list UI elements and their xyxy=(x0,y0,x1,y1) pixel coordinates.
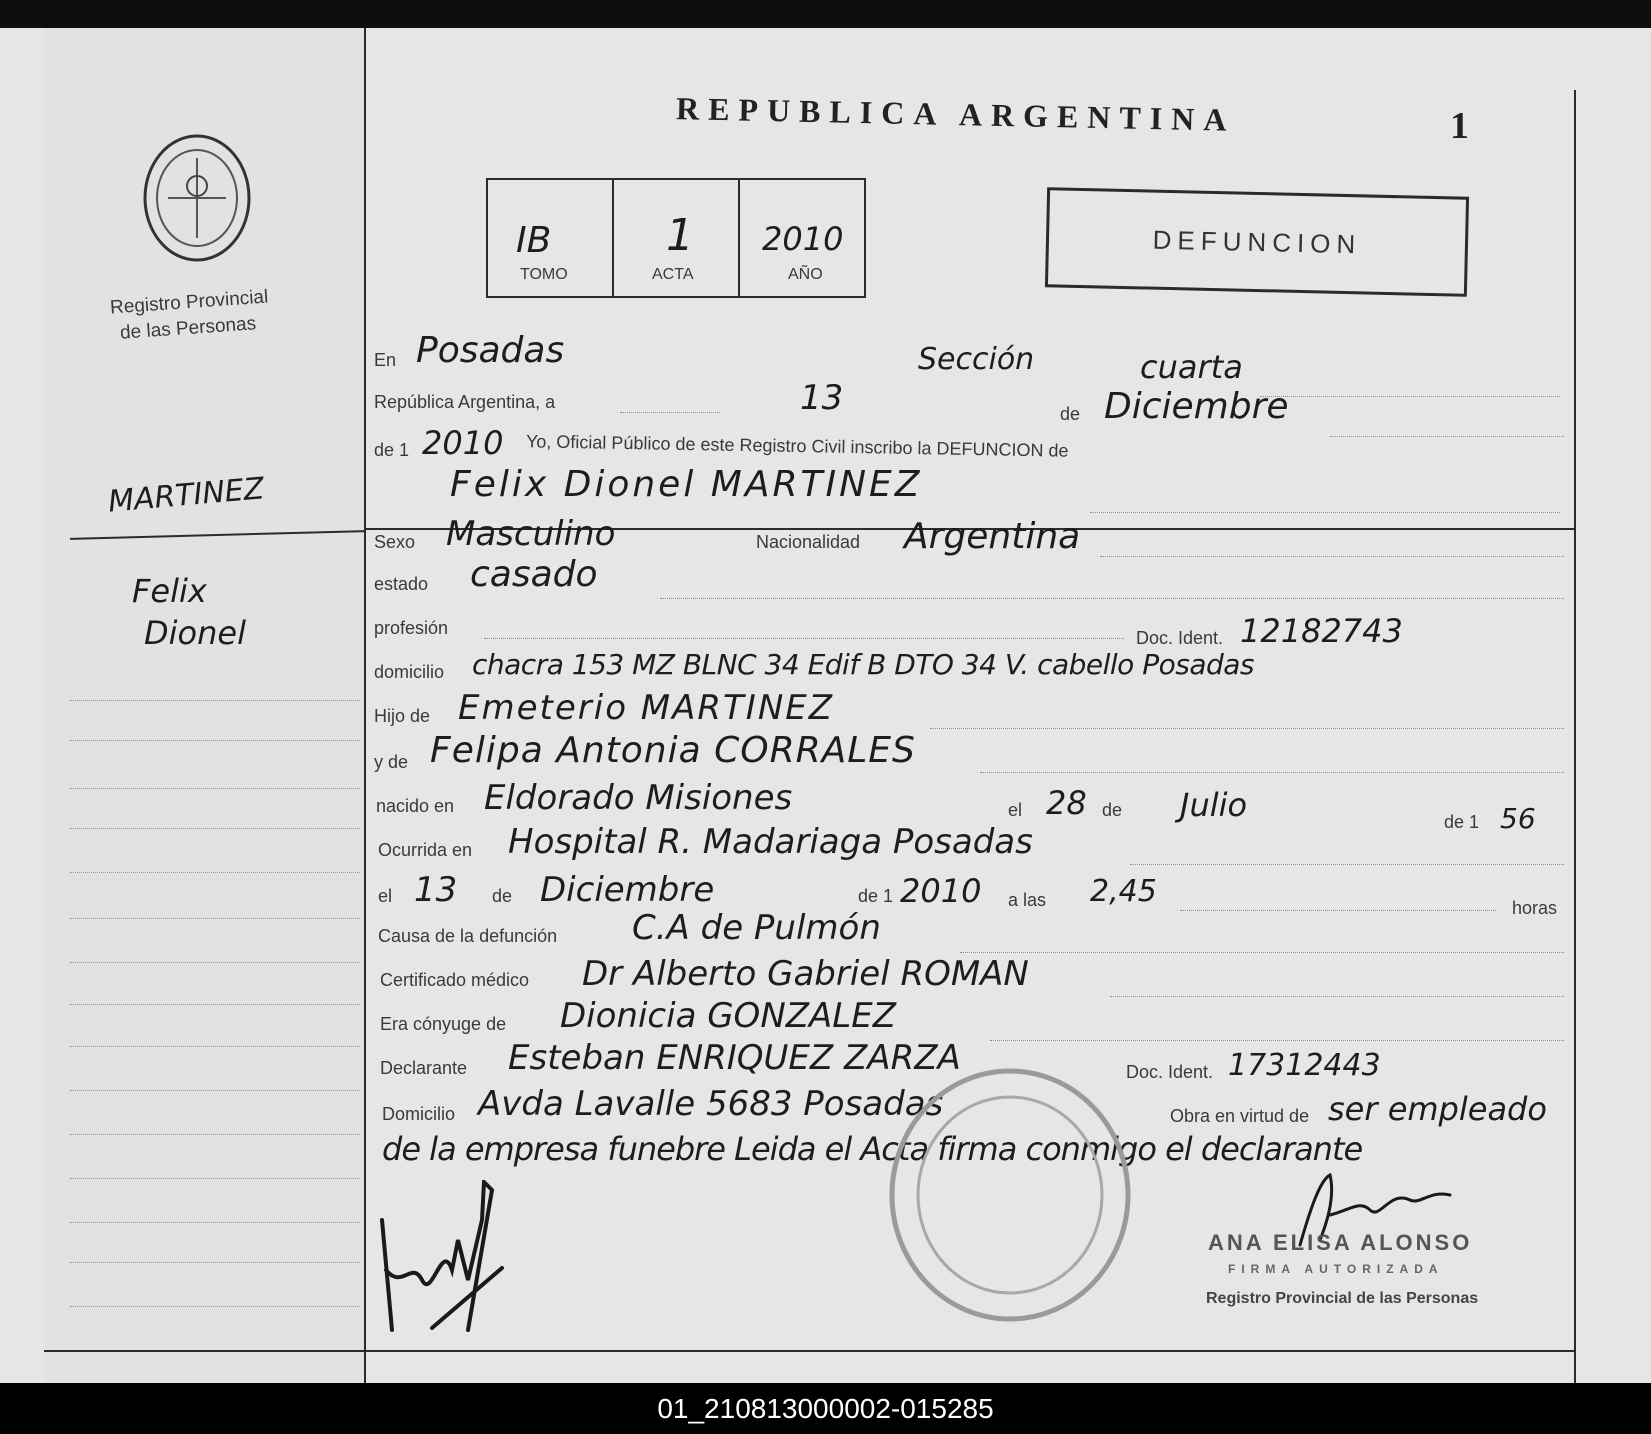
dotted-line xyxy=(980,772,1564,773)
label-el: el xyxy=(1008,800,1023,820)
official-stamp-icon xyxy=(880,1060,1140,1330)
value-declarante: Esteban ENRIQUEZ ZARZA xyxy=(508,1038,961,1078)
margin-line xyxy=(70,918,360,919)
margin-line xyxy=(70,1178,360,1179)
margin-line xyxy=(70,1004,360,1005)
acta-cell xyxy=(614,180,740,296)
label-hijo-de: Hijo de xyxy=(374,706,431,726)
value-anio: 2010 xyxy=(422,424,504,462)
value-medico: Dr Alberto Gabriel ROMAN xyxy=(582,954,1029,994)
label-de: de xyxy=(492,886,513,906)
dotted-line xyxy=(1180,910,1496,911)
margin-line xyxy=(70,1222,360,1223)
value-hora: 2,45 xyxy=(1090,874,1157,909)
file-id-bar: 01_210813000002-015285 xyxy=(0,1383,1651,1434)
label-y-de: y de xyxy=(374,752,409,772)
anio-value: 2010 xyxy=(762,220,844,258)
value-observacion: de la empresa funebre Leida el Acta firma conmigo el declarante xyxy=(382,1130,1363,1168)
anio-cell xyxy=(740,180,864,296)
official-name: ANA ELISA ALONSO xyxy=(1208,1230,1473,1255)
form-right-border xyxy=(1574,90,1576,1383)
value-def-anio: 2010 xyxy=(900,872,982,910)
dotted-line xyxy=(960,952,1564,953)
label-certificado: Certificado médico xyxy=(380,970,530,990)
label-seccion: Sección xyxy=(918,342,1035,377)
value-obra: ser empleado xyxy=(1328,1090,1547,1128)
value-nacido-en: Eldorado Misiones xyxy=(484,778,793,818)
margin-line xyxy=(70,872,360,873)
value-conyuge: Dionicia GONZALEZ xyxy=(560,996,897,1036)
margin-surname: MARTINEZ xyxy=(106,471,266,520)
label-yo: Yo, Oficial Público de este Registro Civil inscribo la DEFUNCION de xyxy=(525,431,1069,461)
dotted-line xyxy=(1100,556,1564,557)
coat-of-arms-icon xyxy=(138,128,256,268)
dotted-line xyxy=(1090,512,1560,513)
label-domicilio: domicilio xyxy=(374,662,445,682)
margin-line xyxy=(70,1262,360,1263)
value-dia: 13 xyxy=(800,378,844,418)
value-decl-domicilio: Avda Lavalle 5683 Posadas xyxy=(478,1084,944,1124)
tomo-label: TOMO xyxy=(520,266,568,283)
value-ocurrida-en: Hospital R. Madariaga Posadas xyxy=(508,822,1033,862)
dotted-line xyxy=(1330,436,1564,437)
label-decl-doc: Doc. Ident. xyxy=(1126,1062,1214,1082)
dotted-line xyxy=(620,412,720,413)
doc-type-label: DEFUNCION xyxy=(1152,224,1362,259)
value-def-dia: 13 xyxy=(414,870,458,910)
margin-line xyxy=(70,740,360,741)
dotted-line xyxy=(1110,996,1564,997)
value-sexo: Masculino xyxy=(446,514,616,554)
margin-line xyxy=(70,1306,360,1307)
tomo-cell xyxy=(488,180,614,296)
label-domicilio-2: Domicilio xyxy=(382,1104,456,1124)
office-line-1: Registro Provincial xyxy=(109,286,269,319)
dotted-line xyxy=(1130,864,1564,865)
margin-line xyxy=(70,828,360,829)
value-nac-dia: 28 xyxy=(1046,784,1087,822)
dotted-line xyxy=(1260,396,1560,397)
label-republica: República Argentina, a xyxy=(374,392,556,412)
label-el: el xyxy=(378,886,393,906)
doc-type-box xyxy=(1045,187,1469,297)
label-de: de xyxy=(1060,404,1081,424)
value-madre: Felipa Antonia CORRALES xyxy=(430,730,916,771)
label-ocurrida-en: Ocurrida en xyxy=(378,840,473,860)
form-bottom-border xyxy=(44,1350,1574,1352)
dotted-line xyxy=(990,1040,1564,1041)
value-def-mes: Diciembre xyxy=(540,870,715,910)
label-obra: Obra en virtud de xyxy=(1170,1106,1310,1126)
label-doc: Doc. Ident. xyxy=(1136,628,1224,648)
anio-label: AÑO xyxy=(788,266,823,283)
label-nacionalidad: Nacionalidad xyxy=(756,532,861,552)
margin-given-2: Dionel xyxy=(144,614,246,652)
value-mes: Diciembre xyxy=(1104,386,1289,427)
label-a-las: a las xyxy=(1008,890,1047,910)
value-decl-doc: 17312443 xyxy=(1228,1048,1381,1083)
label-de-year: de 1 xyxy=(374,440,410,460)
acta-value: 1 xyxy=(666,210,694,261)
value-causa: C.A de Pulmón xyxy=(632,908,881,948)
margin-line xyxy=(70,700,360,701)
official-title: FIRMA AUTORIZADA xyxy=(1228,1262,1444,1276)
margin-line xyxy=(70,962,360,963)
label-de-1: de 1 xyxy=(858,886,894,906)
value-nacionalidad: Argentina xyxy=(904,516,1081,557)
label-nacido-en: nacido en xyxy=(376,796,455,816)
value-nac-mes: Julio xyxy=(1180,786,1248,824)
margin-line xyxy=(70,1090,360,1091)
acta-label: ACTA xyxy=(652,266,694,283)
margin-line xyxy=(70,1046,360,1047)
label-en: En xyxy=(374,350,397,370)
label-sexo: Sexo xyxy=(374,532,416,552)
declarant-signature-icon xyxy=(372,1180,522,1340)
label-estado: estado xyxy=(374,574,429,594)
margin-line xyxy=(70,788,360,789)
label-de-1: de 1 xyxy=(1444,812,1480,832)
value-padre: Emeterio MARTINEZ xyxy=(458,688,835,728)
value-fallecido: Felix Dionel MARTINEZ xyxy=(450,464,923,505)
value-nac-anio: 56 xyxy=(1500,802,1536,835)
official-office: Registro Provincial de las Personas xyxy=(1206,1290,1479,1307)
label-horas: horas xyxy=(1512,898,1558,918)
dotted-line xyxy=(660,598,1564,599)
value-domicilio: chacra 153 MZ BLNC 34 Edif B DTO 34 V. cabello Posadas xyxy=(472,648,1254,681)
page-number: 1 xyxy=(1450,105,1469,147)
label-causa: Causa de la defunción xyxy=(378,926,558,946)
dotted-line xyxy=(930,728,1564,729)
office-line-2: de las Personas xyxy=(119,313,257,344)
value-estado: casado xyxy=(470,554,598,595)
value-seccion: cuarta xyxy=(1140,348,1243,386)
label-de: de xyxy=(1102,800,1123,820)
label-conyuge: Era cónyuge de xyxy=(380,1014,507,1034)
margin-line xyxy=(70,1134,360,1135)
registry-box xyxy=(486,178,866,298)
margin-given-1: Felix xyxy=(132,572,207,610)
label-profesion: profesión xyxy=(374,618,449,638)
dotted-line xyxy=(484,638,1124,639)
value-doc: 12182743 xyxy=(1240,612,1403,650)
country-title: REPUBLICA ARGENTINA xyxy=(675,90,1236,138)
tomo-value: IB xyxy=(516,220,552,261)
label-declarante: Declarante xyxy=(380,1058,468,1078)
value-lugar: Posadas xyxy=(416,330,565,371)
